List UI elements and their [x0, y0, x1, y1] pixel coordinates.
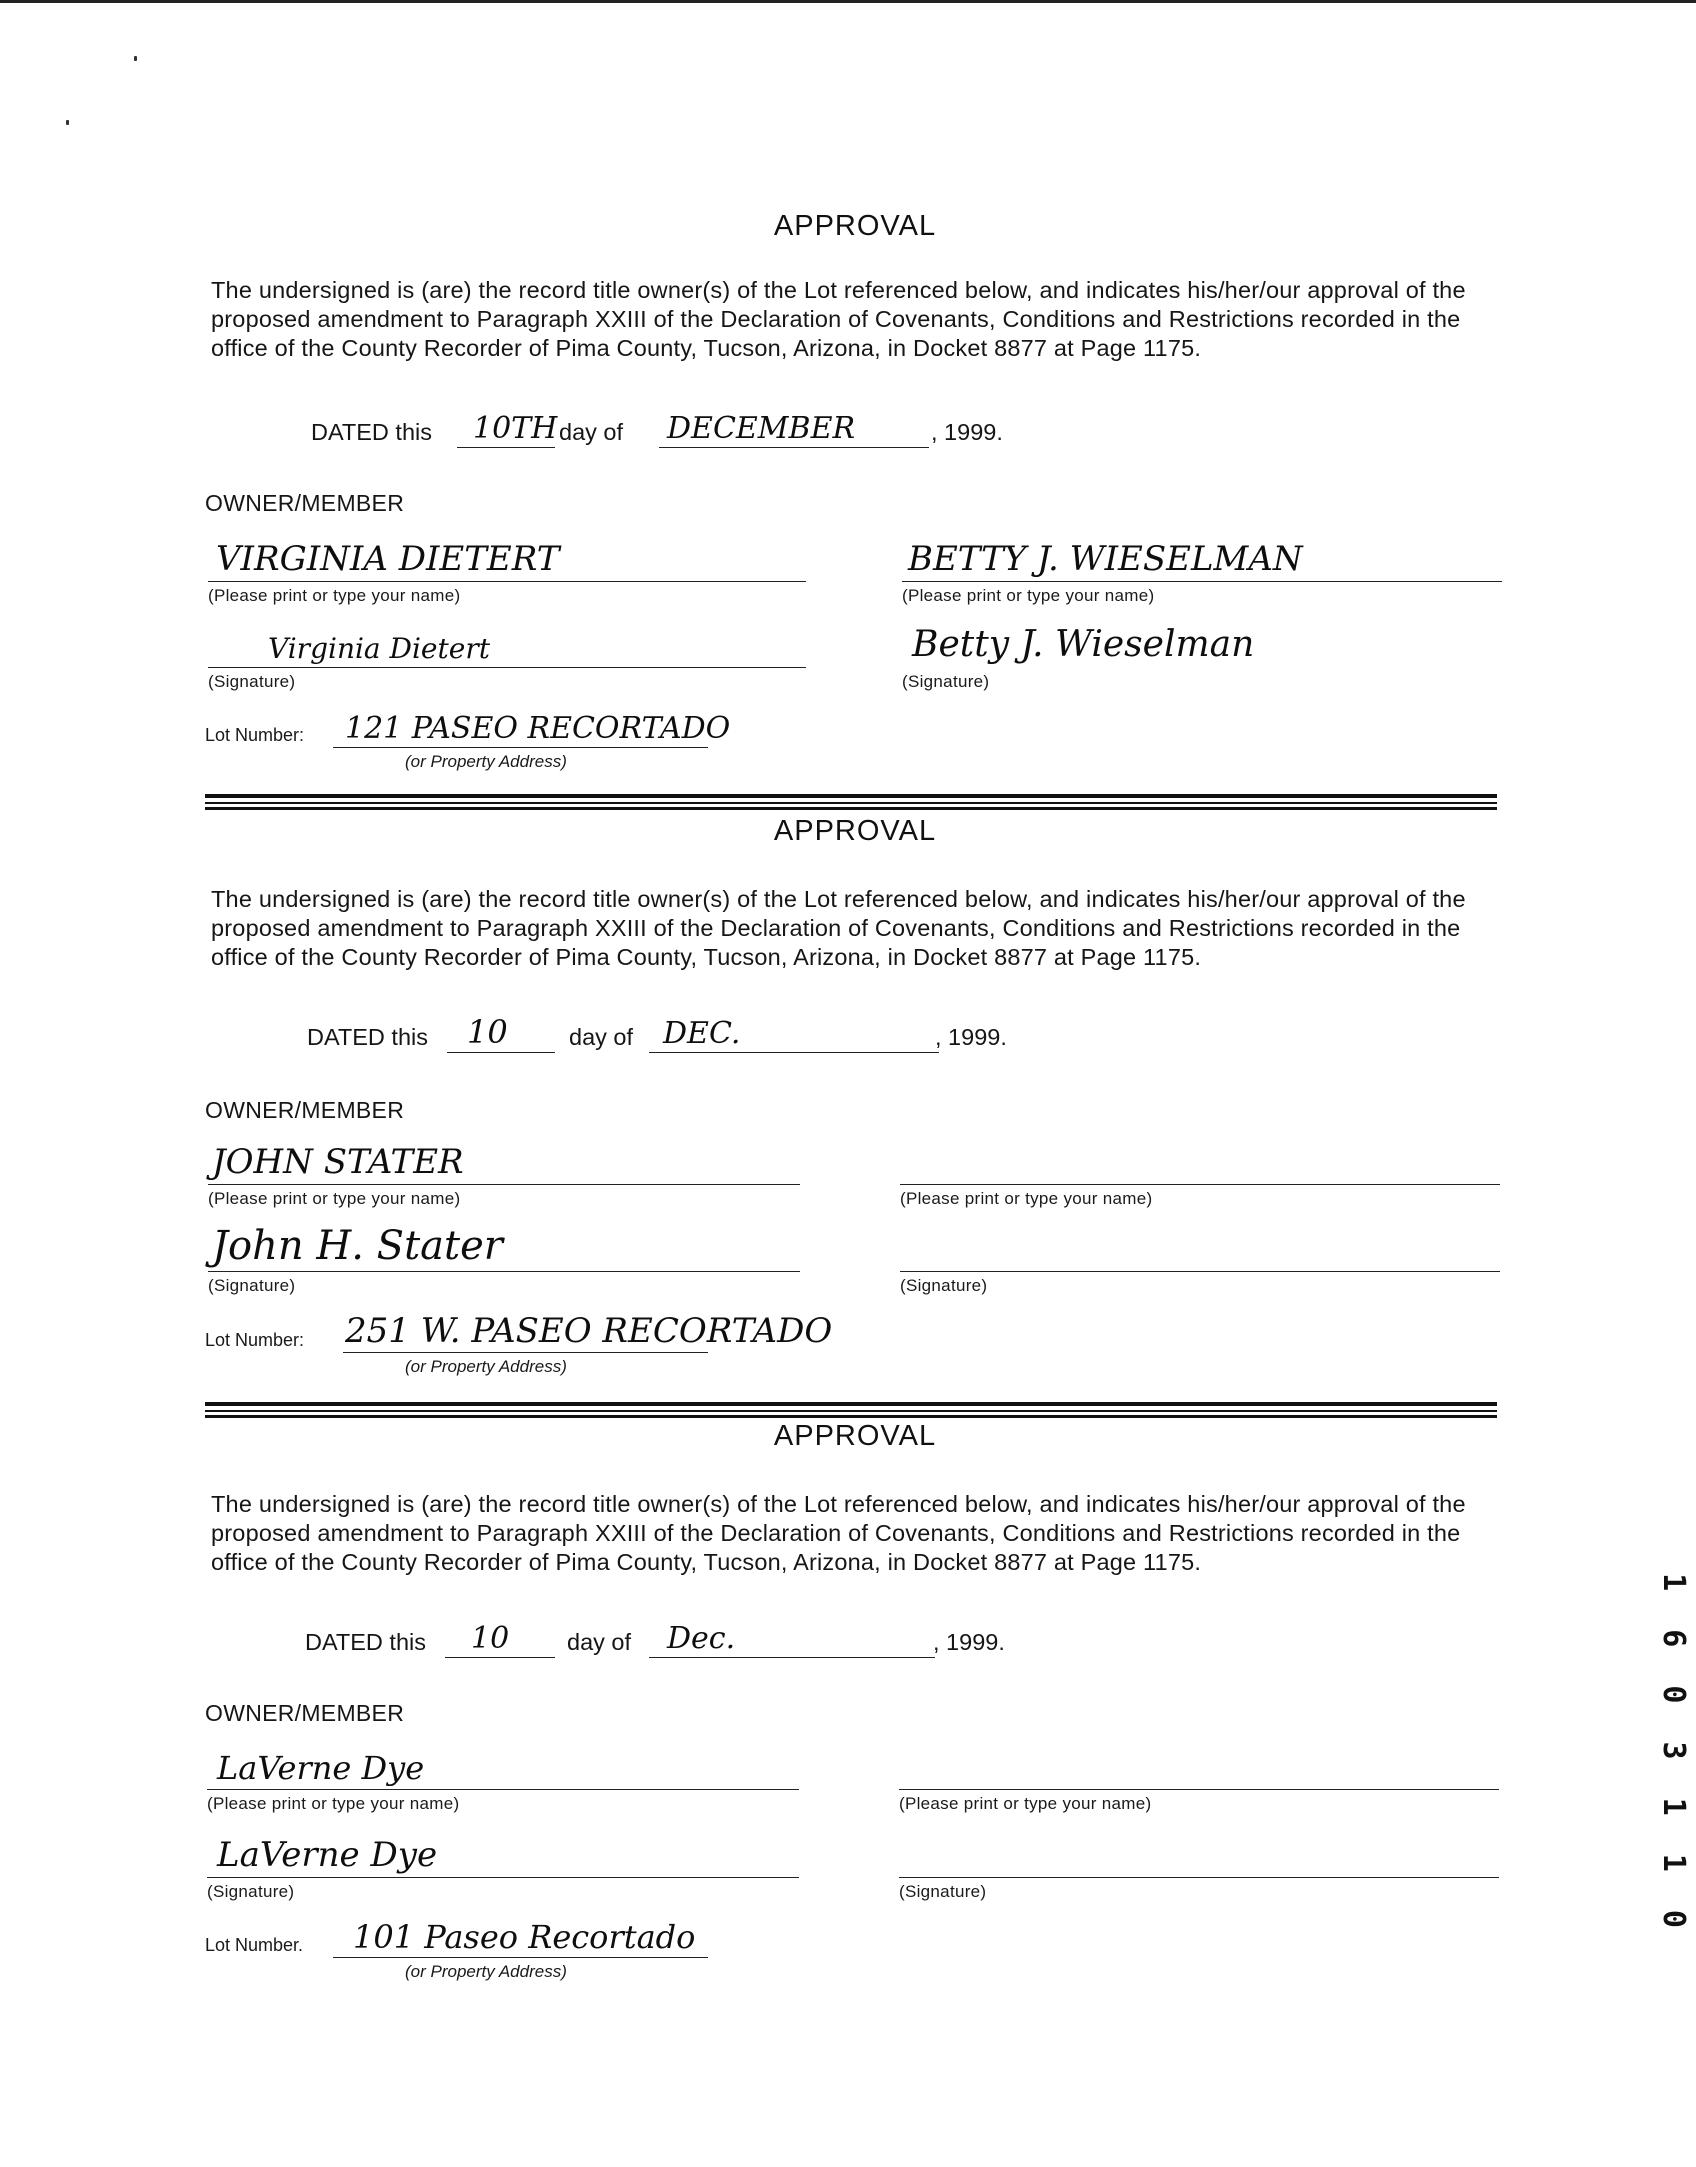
lot-number-label: Lot Number:: [205, 725, 305, 745]
year-label: , 1999.: [933, 1629, 1005, 1655]
month-value: DECEMBER: [667, 411, 856, 446]
day-value: 10: [467, 1013, 508, 1051]
section-body: The undersigned is (are) the record title owner(s) of the Lot referenced below, and indicates his/her/our approval of the proposed amendment to Paragraph XXIII of the Declaration of Covenants, Conditions and Restrictions recorded in the office of the County Recorder of Pima County, Tucson, Arizona, in Docket 8877 at Page 1175.: [211, 277, 1466, 361]
owner1-signature-field: [208, 1223, 800, 1295]
lot-value: 121 PASEO RECORTADO: [345, 711, 731, 746]
owner1-signature: LaVerne Dye: [217, 1835, 438, 1875]
print-name-caption: (Please print or type your name): [207, 1794, 460, 1813]
dated-prefix: DATED this: [311, 419, 432, 445]
signature-line: [900, 1271, 1500, 1272]
signature-caption: (Signature): [208, 672, 296, 691]
signature-line: [207, 1877, 799, 1878]
dated-row: [205, 1015, 1205, 1055]
dated-prefix: DATED this: [307, 1024, 428, 1050]
section-separator: [205, 794, 1497, 810]
approval-section-1: [205, 210, 1505, 770]
day-value: 10: [471, 1621, 510, 1656]
owner2-signature-field: [900, 1232, 1400, 1295]
month-value: Dec.: [667, 1621, 736, 1656]
year-label: , 1999.: [931, 419, 1003, 445]
name-line: [207, 1789, 799, 1790]
owner2-name: BETTY J. WIESELMAN: [908, 539, 1303, 579]
scan-speck: [134, 56, 137, 61]
section-separator: [205, 1402, 1497, 1418]
month-blank: [649, 1052, 939, 1053]
lot-value: 101 Paseo Recortado: [353, 1918, 696, 1956]
print-name-caption: (Please print or type your name): [900, 1189, 1153, 1208]
lot-number-row: [205, 1311, 905, 1376]
signature-line: [208, 1271, 800, 1272]
owner-member-label: OWNER/MEMBER: [205, 1700, 405, 1726]
lot-number-row: [205, 1918, 825, 1981]
lot-number-label: Lot Number:: [205, 1330, 305, 1350]
day-blank: [445, 1657, 555, 1658]
day-of-label: day of: [569, 1024, 634, 1050]
day-value: 10TH: [473, 411, 558, 446]
section-body: The undersigned is (are) the record title owner(s) of the Lot referenced below, and indicates his/her/our approval of the proposed amendment to Paragraph XXIII of the Declaration of Covenants, Conditions and Restrictions recorded in the office of the County Recorder of Pima County, Tucson, Arizona, in Docket 8877 at Page 1175.: [211, 886, 1466, 970]
month-blank: [659, 447, 929, 448]
lot-sub-caption: (or Property Address): [405, 1962, 567, 1981]
dated-row: [205, 1620, 1205, 1660]
name-line: [208, 1184, 800, 1185]
signature-caption: (Signature): [902, 672, 990, 691]
print-name-caption: (Please print or type your name): [208, 586, 461, 605]
section-body: The undersigned is (are) the record title owner(s) of the Lot referenced below, and indicates his/her/our approval of the proposed amendment to Paragraph XXIII of the Declaration of Covenants, Conditions and Restrictions recorded in the office of the County Recorder of Pima County, Tucson, Arizona, in Docket 8877 at Page 1175.: [211, 1491, 1466, 1575]
dated-prefix: DATED this: [305, 1629, 426, 1655]
name-line: [900, 1184, 1500, 1185]
name-line: [899, 1789, 1499, 1790]
owner2-name-field: [899, 1750, 1399, 1813]
owner2-name-field: [900, 1145, 1400, 1208]
year-label: , 1999.: [935, 1024, 1007, 1050]
owner1-signature-field: [207, 1835, 799, 1901]
month-blank: [649, 1657, 935, 1658]
signature-line: [208, 667, 806, 668]
signature-caption: (Signature): [899, 1882, 987, 1901]
lot-value: 251 W. PASEO RECORTADO: [345, 1311, 833, 1351]
lot-number-row: [205, 710, 731, 771]
signature-line: [899, 1877, 1499, 1878]
owner1-name-field: [207, 1749, 799, 1813]
lot-sub-caption: (or Property Address): [405, 752, 567, 771]
owner1-name: JOHN STATER: [212, 1142, 464, 1182]
section-title: APPROVAL: [773, 1420, 937, 1452]
recording-number: 1 6 0 3 1 1 0: [1655, 1572, 1691, 1938]
owner1-name-field: [208, 1142, 800, 1208]
approval-section-3: [205, 1420, 1505, 1980]
owner2-signature-field: [902, 624, 1602, 691]
owner-member-label: OWNER/MEMBER: [205, 1097, 405, 1123]
day-blank: [447, 1052, 555, 1053]
approval-section-2: [205, 815, 1505, 1375]
day-of-label: day of: [567, 1629, 632, 1655]
section-title: APPROVAL: [773, 210, 937, 242]
print-name-caption: (Please print or type your name): [902, 586, 1155, 605]
print-name-caption: (Please print or type your name): [208, 1189, 461, 1208]
signature-caption: (Signature): [208, 1276, 296, 1295]
month-value: DEC.: [663, 1016, 741, 1051]
owner2-signature-field: [899, 1838, 1399, 1901]
owner1-signature: John H. Stater: [212, 1223, 503, 1269]
lot-blank: [333, 1957, 708, 1958]
owner-member-label: OWNER/MEMBER: [205, 490, 405, 516]
lot-blank: [333, 747, 708, 748]
owner1-name: LaVerne Dye: [217, 1749, 425, 1787]
scan-speck: [66, 120, 69, 125]
section-title: APPROVAL: [773, 815, 937, 847]
name-line: [902, 581, 1502, 582]
owner1-signature-field: [208, 628, 806, 691]
dated-row: [205, 410, 1205, 450]
lot-sub-caption: (or Property Address): [405, 1357, 567, 1376]
owner2-name-field: [902, 539, 1602, 605]
owner2-signature: Betty J. Wieselman: [912, 624, 1255, 665]
owner1-name-field: [208, 539, 806, 605]
signature-caption: (Signature): [207, 1882, 295, 1901]
name-line: [208, 581, 806, 582]
recording-number-stamp: [1655, 1572, 1691, 1938]
print-name-caption: (Please print or type your name): [899, 1794, 1152, 1813]
owner1-signature: Virginia Dietert: [268, 632, 490, 665]
day-of-label: day of: [559, 419, 624, 445]
lot-blank: [343, 1352, 708, 1353]
day-blank: [457, 447, 555, 448]
owner1-name: VIRGINIA DIETERT: [216, 539, 560, 579]
scan-edge: [0, 0, 1696, 3]
lot-number-label: Lot Number.: [205, 1935, 304, 1955]
signature-caption: (Signature): [900, 1276, 988, 1295]
